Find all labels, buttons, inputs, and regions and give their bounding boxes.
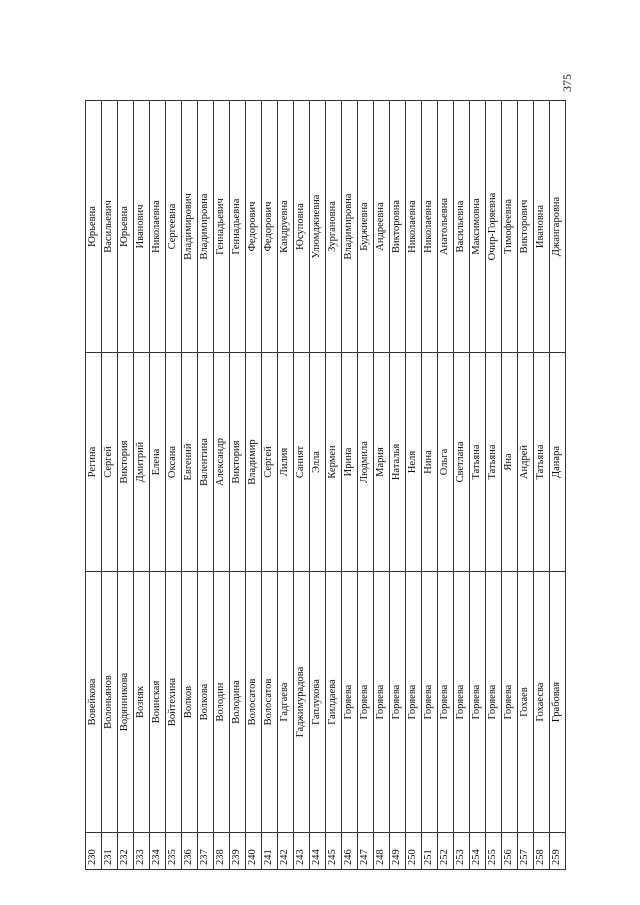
- table-row: [550, 101, 566, 870]
- row-number-cell: 231: [102, 833, 118, 870]
- row-number-cell: 241: [262, 833, 278, 870]
- first-name-cell: Нина: [422, 353, 438, 572]
- row-number-cell: 239: [230, 833, 246, 870]
- last-name-cell: Волосатов: [246, 572, 262, 833]
- row-number-cell: 244: [310, 833, 326, 870]
- first-name-cell: Оксана: [166, 353, 182, 572]
- patronymic-cell: Федорович: [246, 101, 262, 353]
- row-number-cell: 238: [214, 833, 230, 870]
- table-row: [134, 101, 150, 870]
- patronymic-cell: Геннадьевич: [214, 101, 230, 353]
- table-row: [182, 101, 198, 870]
- patronymic-cell: Владимирович: [182, 101, 198, 353]
- first-name-cell: Данара: [550, 353, 566, 572]
- row-number-cell: 249: [390, 833, 406, 870]
- row-number-cell: 255: [486, 833, 502, 870]
- patronymic-cell: Иванович: [134, 101, 150, 353]
- table-row: [454, 101, 470, 870]
- page-number: 375: [560, 74, 574, 92]
- row-number-cell: 257: [518, 833, 534, 870]
- patronymic-cell: Николаевна: [422, 101, 438, 353]
- first-name-cell: Татьяна: [534, 353, 550, 572]
- row-number-cell: 259: [550, 833, 566, 870]
- patronymic-cell: Зургановна: [326, 101, 342, 353]
- patronymic-cell: Юрьевна: [118, 101, 134, 353]
- table-row: [390, 101, 406, 870]
- last-name-cell: Гадгаева: [278, 572, 294, 833]
- row-number-cell: 248: [374, 833, 390, 870]
- patronymic-cell: Васильевна: [454, 101, 470, 353]
- last-name-cell: Горяева: [406, 572, 422, 833]
- table-row: [374, 101, 390, 870]
- row-number-cell: 254: [470, 833, 486, 870]
- row-number-cell: 240: [246, 833, 262, 870]
- patronymic-cell: Анатольевна: [438, 101, 454, 353]
- table-row: [214, 101, 230, 870]
- patronymic-cell: Владимировна: [198, 101, 214, 353]
- patronymic-cell: Васильевич: [102, 101, 118, 353]
- first-name-cell: Регина: [86, 353, 102, 572]
- first-name-cell: Сергей: [102, 353, 118, 572]
- patronymic-cell: Викторовна: [390, 101, 406, 353]
- table-row: [470, 101, 486, 870]
- first-name-cell: Валентина: [198, 353, 214, 572]
- last-name-cell: Гохаесва: [534, 572, 550, 833]
- table-row: [534, 101, 550, 870]
- patronymic-cell: Буджиевна: [358, 101, 374, 353]
- first-name-cell: Саният: [294, 353, 310, 572]
- last-name-cell: Горяева: [438, 572, 454, 833]
- first-name-cell: Наталья: [390, 353, 406, 572]
- first-name-cell: Александр: [214, 353, 230, 572]
- patronymic-cell: Юсуповна: [294, 101, 310, 353]
- table-row: [246, 101, 262, 870]
- last-name-cell: Воинская: [150, 572, 166, 833]
- table-row: [278, 101, 294, 870]
- row-number-cell: 256: [502, 833, 518, 870]
- table-row: [294, 101, 310, 870]
- table-row: [230, 101, 246, 870]
- table-row: [310, 101, 326, 870]
- patronymic-cell: Николаевна: [150, 101, 166, 353]
- last-name-cell: Грабовая: [550, 572, 566, 833]
- table-row: [486, 101, 502, 870]
- row-number-cell: 247: [358, 833, 374, 870]
- row-number-cell: 242: [278, 833, 294, 870]
- first-name-cell: Сергей: [262, 353, 278, 572]
- last-name-cell: Горяева: [454, 572, 470, 833]
- table-row: [166, 101, 182, 870]
- last-name-cell: Гаплукова: [310, 572, 326, 833]
- table-row: [438, 101, 454, 870]
- first-name-cell: Евгений: [182, 353, 198, 572]
- row-number-cell: 234: [150, 833, 166, 870]
- patronymic-cell: Очир-Горяевна: [486, 101, 502, 353]
- table-row: [102, 101, 118, 870]
- table-row: [502, 101, 518, 870]
- row-number-cell: 230: [86, 833, 102, 870]
- row-number-cell: 250: [406, 833, 422, 870]
- first-name-cell: Андрей: [518, 353, 534, 572]
- table-row: [358, 101, 374, 870]
- table-row: [406, 101, 422, 870]
- patronymic-cell: Максимовна: [470, 101, 486, 353]
- patronymic-cell: Владимировна: [342, 101, 358, 353]
- first-name-cell: Неля: [406, 353, 422, 572]
- last-name-cell: Волоньянов: [102, 572, 118, 833]
- last-name-cell: Горяева: [358, 572, 374, 833]
- last-name-cell: Володин: [214, 572, 230, 833]
- last-name-cell: Володина: [230, 572, 246, 833]
- row-number-cell: 243: [294, 833, 310, 870]
- first-name-cell: Ирина: [342, 353, 358, 572]
- first-name-cell: Лилия: [278, 353, 294, 572]
- last-name-cell: Волосатов: [262, 572, 278, 833]
- table-row: [198, 101, 214, 870]
- patronymic-cell: Тимофеевна: [502, 101, 518, 353]
- first-name-cell: Владимир: [246, 353, 262, 572]
- names-table: [85, 100, 566, 870]
- table-body: [86, 101, 566, 870]
- first-name-cell: Виктория: [230, 353, 246, 572]
- first-name-cell: Елена: [150, 353, 166, 572]
- first-name-cell: Дмитрий: [134, 353, 150, 572]
- row-number-cell: 237: [198, 833, 214, 870]
- patronymic-cell: Викторович: [518, 101, 534, 353]
- table-row: [342, 101, 358, 870]
- last-name-cell: Гаилдаева: [326, 572, 342, 833]
- patronymic-cell: Улюмджиевна: [310, 101, 326, 353]
- row-number-cell: 252: [438, 833, 454, 870]
- last-name-cell: Гохаев: [518, 572, 534, 833]
- row-number-cell: 236: [182, 833, 198, 870]
- table-row: [86, 101, 102, 870]
- last-name-cell: Горяева: [342, 572, 358, 833]
- table-row: [422, 101, 438, 870]
- row-number-cell: 246: [342, 833, 358, 870]
- last-name-cell: Гаджимурадова: [294, 572, 310, 833]
- last-name-cell: Горяева: [374, 572, 390, 833]
- last-name-cell: Горяева: [422, 572, 438, 833]
- table-row: [326, 101, 342, 870]
- last-name-cell: Горяева: [486, 572, 502, 833]
- first-name-cell: Ольга: [438, 353, 454, 572]
- last-name-cell: Возняк: [134, 572, 150, 833]
- last-name-cell: Войтехина: [166, 572, 182, 833]
- first-name-cell: Кермен: [326, 353, 342, 572]
- first-name-cell: Светлана: [454, 353, 470, 572]
- table-row: [150, 101, 166, 870]
- row-number-cell: 235: [166, 833, 182, 870]
- first-name-cell: Виктория: [118, 353, 134, 572]
- first-name-cell: Татьяна: [470, 353, 486, 572]
- last-name-cell: Горяева: [470, 572, 486, 833]
- row-number-cell: 253: [454, 833, 470, 870]
- row-number-cell: 251: [422, 833, 438, 870]
- last-name-cell: Волкова: [198, 572, 214, 833]
- table-row: [262, 101, 278, 870]
- last-name-cell: Горяева: [390, 572, 406, 833]
- patronymic-cell: Геннадьевна: [230, 101, 246, 353]
- patronymic-cell: Кандруевна: [278, 101, 294, 353]
- first-name-cell: Элла: [310, 353, 326, 572]
- last-name-cell: Горяева: [502, 572, 518, 833]
- table-row: [518, 101, 534, 870]
- patronymic-cell: Сергеевна: [166, 101, 182, 353]
- row-number-cell: 258: [534, 833, 550, 870]
- patronymic-cell: Николаевна: [406, 101, 422, 353]
- row-number-cell: 233: [134, 833, 150, 870]
- last-name-cell: Волков: [182, 572, 198, 833]
- row-number-cell: 232: [118, 833, 134, 870]
- row-number-cell: 245: [326, 833, 342, 870]
- patronymic-cell: Ивановна: [534, 101, 550, 353]
- first-name-cell: Людмила: [358, 353, 374, 572]
- patronymic-cell: Андреевна: [374, 101, 390, 353]
- first-name-cell: Татьяна: [486, 353, 502, 572]
- document-table-rotated: [85, 100, 563, 870]
- last-name-cell: Вовейкова: [86, 572, 102, 833]
- last-name-cell: Водянникова: [118, 572, 134, 833]
- patronymic-cell: Юрьевна: [86, 101, 102, 353]
- first-name-cell: Мария: [374, 353, 390, 572]
- patronymic-cell: Федорович: [262, 101, 278, 353]
- table-row: [118, 101, 134, 870]
- patronymic-cell: Джангаровна: [550, 101, 566, 353]
- first-name-cell: Яна: [502, 353, 518, 572]
